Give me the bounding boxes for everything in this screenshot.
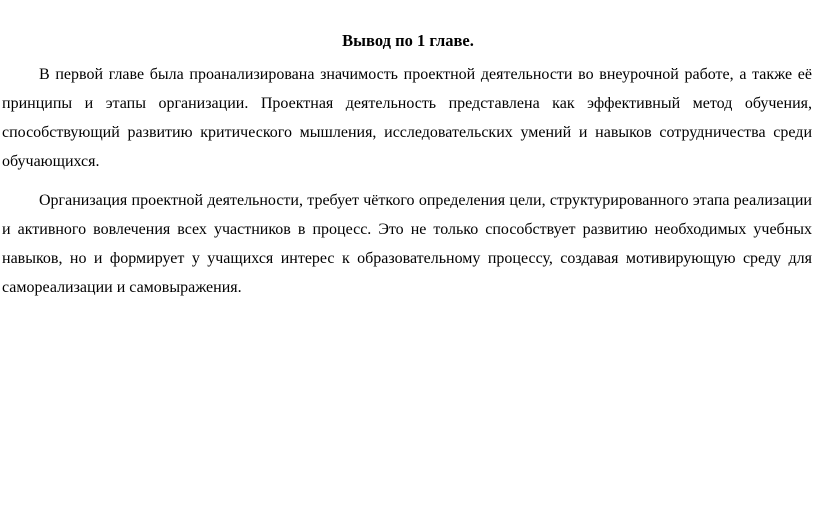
paragraph-2: Организация проектной деятельности, требует чёткого определения цели, структурированного этапа реализации и активного вовлечения всех участников в процесс. Это не только способствует развитию необходимых учебных навыков, но и формирует у учащихся интерес к образовательному процессу, создавая мотивирующую среду для самореализации и самовыражения. — [2, 192, 812, 296]
paragraph-1: В первой главе была проанализирована значимость проектной деятельности во внеурочной работе, а также её принципы и этапы организации. Проектная деятельность представлена как эффективный метод обучения, способствующий развитию критического мышления, исследовательских умений и навыков сотрудничества среди обучающихся. — [2, 66, 812, 170]
chapter-conclusion-heading: Вывод по 1 главе. — [342, 31, 474, 50]
